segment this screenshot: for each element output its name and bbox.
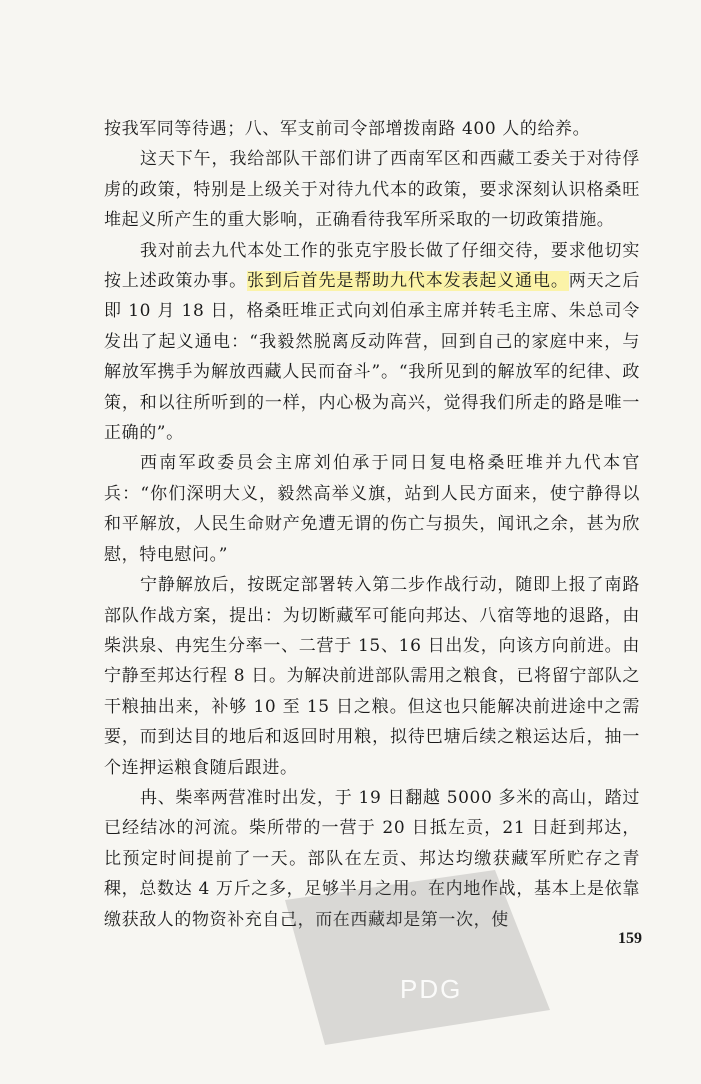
paragraph [104,236,640,449]
paragraph: 冉、柴率两营准时出发，于 19 日翻越 5000 多米的高山，踏过已经结冰的河流。柴所带的一营于 20 日抵左贡，21 日赶到邦达，比预定时间提前了一天。部队在左贡、邦达均缴获藏军所贮存之青稞，总数达 4 万斤之多，足够半月之用。在内地作战，基本上是依靠缴获敌人的物资补充自己，而在西藏却是第一次，使 [104,787,640,930]
body-text [104,114,640,935]
paragraph: 宁静解放后，按既定部署转入第二步作战行动，随即上报了南路部队作战方案，提出：为切断藏军可能向邦达、八宿等地的退路，由柴洪泉、冉宪生分率一、二营于 15、16 日出发，向该方向前进。由宁静至邦达行程 8 日。为解决前进部队需用之粮食，已将留宁部队之干粮抽出来，补够 10 至 15 日之粮。但这也只能解决前进途中之需要，而到达目的地后和返回时用粮，拟待巴塘后续之粮运达后，抽一个连押运粮食随后跟进。 [104,575,640,778]
page-number: 159 [618,930,642,947]
paragraph: 这天下午，我给部队干部们讲了西南军区和西藏工委关于对待俘虏的政策，特别是上级关于对待九代本的政策，要求深刻认识格桑旺堆起义所产生的重大影响，正确看待我军所采取的一切政策措施。 [104,149,640,231]
paragraph: 按我军同等待遇；八、军支前司令部增拨南路 400 人的给养。 [104,119,591,139]
paragraph: 西南军政委员会主席刘伯承于同日复电格桑旺堆并九代本官兵：“你们深明大义，毅然高举义旗，站到人民方面来，使宁静得以和平解放，人民生命财产免遭无谓的伤亡与损失，闻讯之余，甚为欣慰，特电慰问。” [104,453,640,565]
paragraph-text: 我对前去九代本处工作的张克宇股长做了仔细交待，要求他切实按上述政策办事。 [104,240,640,292]
watermark-text: PDG [400,974,463,1004]
paragraph-text: 两天之后即 10 月 18 日，格桑旺堆正式向刘伯承主席并转毛主席、朱总司令发出了起义通电：“我毅然脱离反动阵营，回到自己的家庭中来，与解放军携手为解放西藏人民而奋斗”。“我所见到的解放军的纪律、政策，和以往所听到的一样，内心极为高兴，觉得我们所走的路是唯一正确的”。 [104,271,640,444]
highlighted-sentence: 张到后首先是帮助九代本发表起义通电。 [247,271,569,292]
